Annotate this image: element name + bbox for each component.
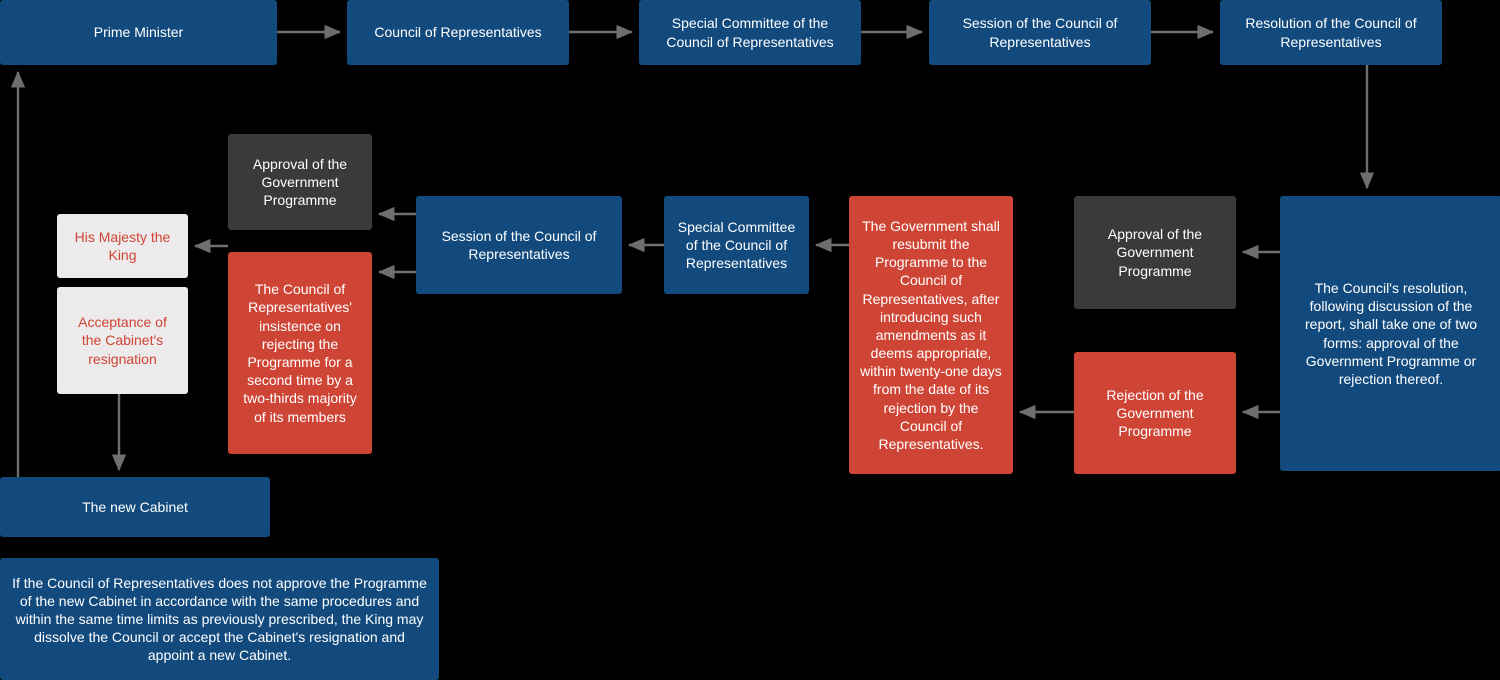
node-session-of-council-second[interactable] (416, 196, 622, 294)
node-approval-of-programme-left[interactable] (228, 134, 372, 230)
node-label: Special Committee of the Council of Representatives (677, 218, 796, 272)
node-label: If the Council of Representatives does not approve the Programme of the new Cabinet in accordance with the same procedures and within the same time limits as previously prescribed, the King may dissolve the Council or accept the Cabinet's resignation and appoint a new Cabinet. (12, 574, 427, 664)
node-special-committee-second[interactable] (664, 196, 809, 294)
node-label: Session of the Council of Representatives (441, 227, 597, 262)
node-label: Prime Minister (93, 24, 184, 41)
node-special-committee-top[interactable] (639, 0, 861, 65)
node-council-of-representatives[interactable] (347, 0, 569, 65)
node-approval-of-programme-right[interactable] (1074, 196, 1236, 309)
node-prime-minister[interactable] (0, 0, 277, 65)
node-label: Acceptance of the Cabinet's resignation (78, 314, 167, 367)
node-label: The Government shall resubmit the Programme to the Council of Representatives, after introducing such amendments as it deems appropriate, within twenty-one days from the date of its rejection by the Council of Representatives. (860, 217, 1002, 453)
node-label: Council of Representatives (374, 24, 542, 41)
node-label: Session of the Council of Representatives (962, 15, 1118, 50)
node-council-insistence[interactable] (228, 252, 372, 454)
node-label: Approval of the Government Programme (252, 155, 348, 209)
node-session-of-council-top[interactable] (929, 0, 1151, 65)
node-label: Special Committee of the Council of Representatives (666, 15, 834, 50)
node-label: The new Cabinet (82, 498, 188, 515)
node-rejection-of-programme[interactable] (1074, 352, 1236, 474)
node-footnote-box[interactable] (0, 558, 439, 680)
node-his-majesty-the-king[interactable] (57, 214, 188, 278)
node-resolution-of-council[interactable] (1220, 0, 1442, 65)
node-label: His Majesty the King (74, 228, 171, 263)
node-councils-resolution[interactable] (1280, 196, 1500, 471)
node-label: The Council's resolution, following discussion of the report, shall take one of two forms: approval of the Government Programme or rejection thereof. (1305, 279, 1477, 387)
node-label: The Council of Representatives' insistence on rejecting the Programme for a second time by a two-thirds majority of its members (243, 281, 357, 425)
node-label: Rejection of the Government Programme (1106, 386, 1204, 440)
node-label: Resolution of the Council of Representatives (1245, 15, 1417, 50)
node-the-new-cabinet[interactable] (0, 477, 270, 537)
node-label: Approval of the Government Programme (1107, 226, 1203, 279)
node-government-resubmit[interactable] (849, 196, 1013, 474)
node-acceptance-of-resignation[interactable] (57, 287, 188, 394)
